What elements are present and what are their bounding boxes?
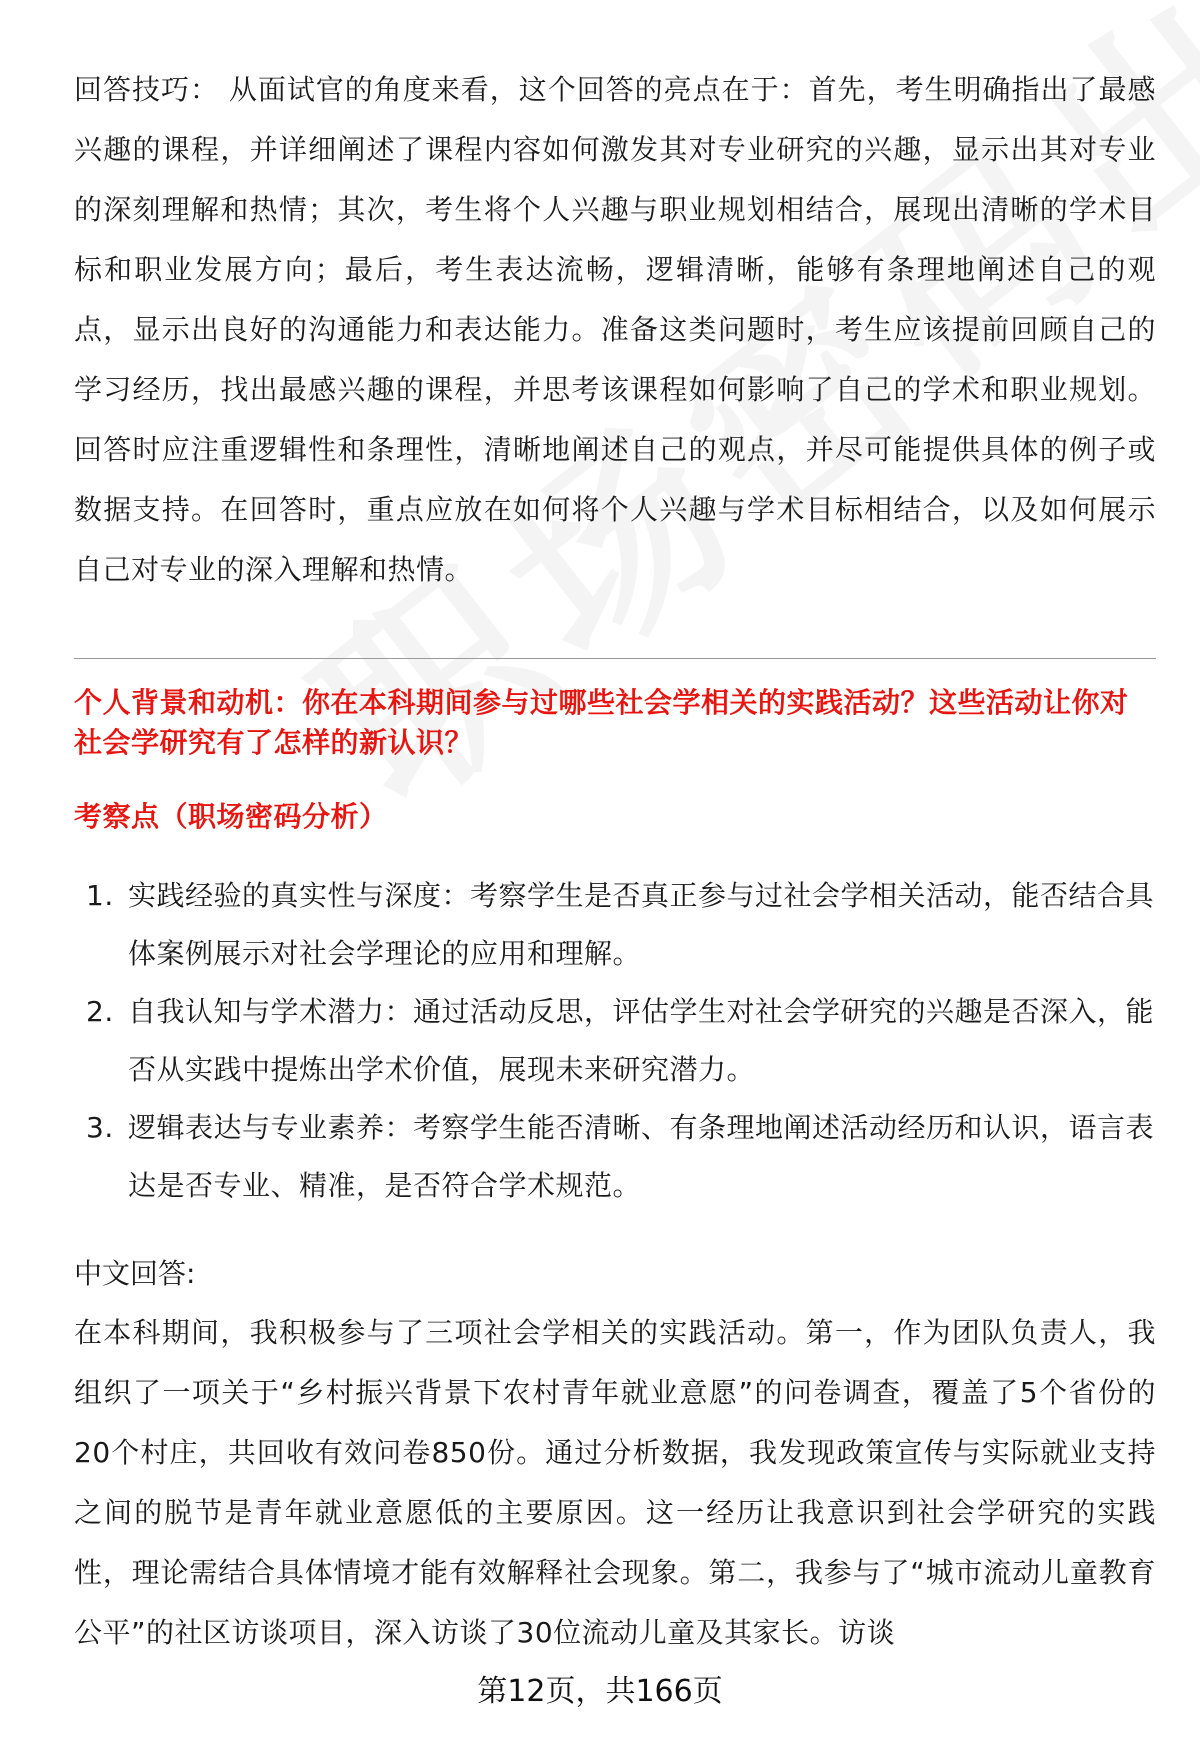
section-divider	[74, 658, 1156, 659]
document-page	[74, 60, 1156, 1663]
assessment-points-heading: 考察点（职场密码分析）	[74, 800, 388, 833]
list-item-number: 1.	[86, 879, 114, 912]
question-heading: 个人背景和动机：你在本科期间参与过哪些社会学相关的实践活动？这些活动让你对社会学研究有了怎样的新认识？	[74, 686, 1129, 759]
list-item	[74, 867, 1156, 983]
list-item	[74, 983, 1156, 1099]
assessment-points-list	[74, 867, 1156, 1215]
list-item-text: 自我认知与学术潜力：通过活动反思，评估学生对社会学研究的兴趣是否深入，能否从实践中提炼出学术价值，展现未来研究潜力。	[128, 995, 1155, 1086]
page-number-footer: 第12页，共166页	[477, 1674, 723, 1709]
list-item	[74, 1099, 1156, 1215]
list-item-text: 逻辑表达与专业素养：考察学生能否清晰、有条理地阐述活动经历和认识，语言表达是否专业、精准，是否符合学术规范。	[128, 1111, 1155, 1202]
chinese-answer-label: 中文回答:	[74, 1257, 196, 1290]
list-item-text: 实践经验的真实性与深度：考察学生是否真正参与过社会学相关活动，能否结合具体案例展示对社会学理论的应用和理解。	[128, 879, 1155, 970]
list-item-number: 3.	[86, 1111, 114, 1144]
answer-tips-paragraph: 回答技巧： 从面试官的角度来看，这个回答的亮点在于：首先，考生明确指出了最感兴趣的课程，并详细阐述了课程内容如何激发其对专业研究的兴趣，显示出其对专业的深刻理解和热情；其次，考生将个人兴趣与职业规划相结合，展现出清晰的学术目标和职业发展方向；最后，考生表达流畅，逻辑清晰，能够有条理地阐述自己的观点，显示出良好的沟通能力和表达能力。准备这类问题时，考生应该提前回顾自己的学习经历，找出最感兴趣的课程，并思考该课程如何影响了自己的学术和职业规划。回答时应注重逻辑性和条理性，清晰地阐述自己的观点，并尽可能提供具体的例子或数据支持。在回答时，重点应放在如何将个人兴趣与学术目标相结合，以及如何展示自己对专业的深入理解和热情。	[74, 73, 1156, 586]
list-item-number: 2.	[86, 995, 114, 1028]
chinese-answer-paragraph: 在本科期间，我积极参与了三项社会学相关的实践活动。第一，作为团队负责人，我组织了一项关于“乡村振兴背景下农村青年就业意愿”的问卷调查，覆盖了5个省份的20个村庄，共回收有效问卷850份。通过分析数据，我发现政策宣传与实际就业支持之间的脱节是青年就业意愿低的主要原因。这一经历让我意识到社会学研究的实践性，理论需结合具体情境才能有效解释社会现象。第二，我参与了“城市流动儿童教育公平”的社区访谈项目，深入访谈了30位流动儿童及其家长。访谈	[74, 1316, 1156, 1649]
